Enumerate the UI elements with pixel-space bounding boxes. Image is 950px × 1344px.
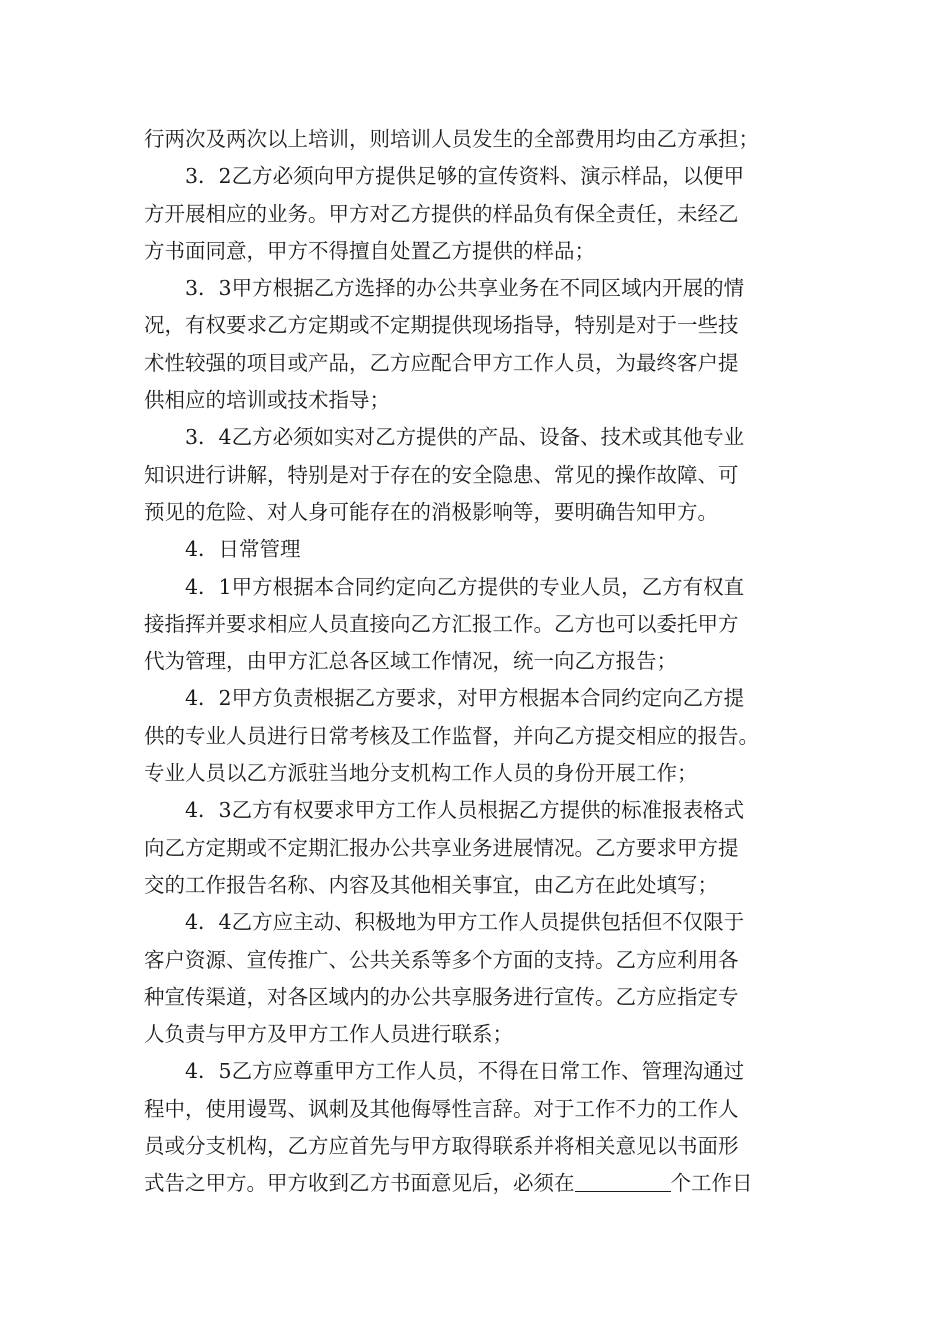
text-line: 员或分支机构，乙方应首先与甲方取得联系并将相关意见以书面形 bbox=[144, 1134, 739, 1159]
document-body bbox=[144, 121, 808, 1203]
text-line: 接指挥并要求相应人员直接向乙方汇报工作。乙方也可以委托甲方 bbox=[144, 611, 739, 636]
text-line: 供的专业人员进行日常考核及工作监督，并向乙方提交相应的报告。 bbox=[144, 723, 759, 748]
text-line: 代为管理，由甲方汇总各区域工作情况，统一向乙方报告； bbox=[144, 649, 677, 674]
text-line: 况，有权要求乙方定期或不定期提供现场指导，特别是对于一些技 bbox=[144, 313, 739, 338]
text-line: 人负责与甲方及甲方工作人员进行联系； bbox=[144, 1022, 513, 1047]
text-line: 3．3甲方根据乙方选择的办公共享业务在不同区域内开展的情 bbox=[185, 276, 745, 301]
text-line: 3．2乙方必须向甲方提供足够的宣传资料、演示样品，以便甲 bbox=[185, 164, 745, 189]
text-line: 预见的危险、对人身可能存在的消极影响等，要明确告知甲方。 bbox=[144, 499, 718, 524]
text-line: 向乙方定期或不定期汇报办公共享业务进展情况。乙方要求甲方提 bbox=[144, 835, 739, 860]
text-before-blank: 式告之甲方。甲方收到乙方书面意见后，必须在 bbox=[144, 1171, 575, 1196]
text-line: 4．5乙方应尊重甲方工作人员，不得在日常工作、管理沟通过 bbox=[185, 1059, 745, 1084]
text-line: 4．2甲方负责根据乙方要求，对甲方根据本合同约定向乙方提 bbox=[185, 686, 745, 711]
fill-in-blank[interactable] bbox=[575, 1173, 671, 1192]
document-page bbox=[144, 121, 808, 1203]
text-line: 客户资源、宣传推广、公共关系等多个方面的支持。乙方应利用各 bbox=[144, 947, 739, 972]
text-line: 方书面同意，甲方不得擅自处置乙方提供的样品； bbox=[144, 238, 595, 263]
section-heading: 4．日常管理 bbox=[185, 537, 301, 562]
text-after-blank: 个工作日 bbox=[670, 1171, 753, 1196]
text-line: 种宣传渠道，对各区域内的办公共享服务进行宣传。乙方应指定专 bbox=[144, 984, 739, 1009]
text-line: 方开展相应的业务。甲方对乙方提供的样品负有保全责任，未经乙 bbox=[144, 201, 739, 226]
text-line: 程中，使用谩骂、讽刺及其他侮辱性言辞。对于工作不力的工作人 bbox=[144, 1096, 739, 1121]
text-line: 行两次及两次以上培训，则培训人员发生的全部费用均由乙方承担； bbox=[144, 127, 759, 151]
text-line: 4．4乙方应主动、积极地为甲方工作人员提供包括但不仅限于 bbox=[185, 910, 745, 935]
text-line: 交的工作报告名称、内容及其他相关事宜，由乙方在此处填写； bbox=[144, 872, 718, 897]
text-line: 供相应的培训或技术指导； bbox=[144, 388, 390, 413]
text-line-with-blank bbox=[144, 1165, 808, 1202]
text-line: 知识进行讲解，特别是对于存在的安全隐患、常见的操作故障、可 bbox=[144, 462, 739, 487]
text-line: 专业人员以乙方派驻当地分支机构工作人员的身份开展工作； bbox=[144, 761, 698, 786]
text-line: 4．3乙方有权要求甲方工作人员根据乙方提供的标准报表格式 bbox=[185, 798, 745, 823]
text-line: 4．1甲方根据本合同约定向乙方提供的专业人员，乙方有权直 bbox=[185, 574, 745, 599]
text-line: 术性较强的项目或产品，乙方应配合甲方工作人员，为最终客户提 bbox=[144, 350, 739, 375]
text-line: 3．4乙方必须如实对乙方提供的产品、设备、技术或其他专业 bbox=[185, 425, 745, 450]
